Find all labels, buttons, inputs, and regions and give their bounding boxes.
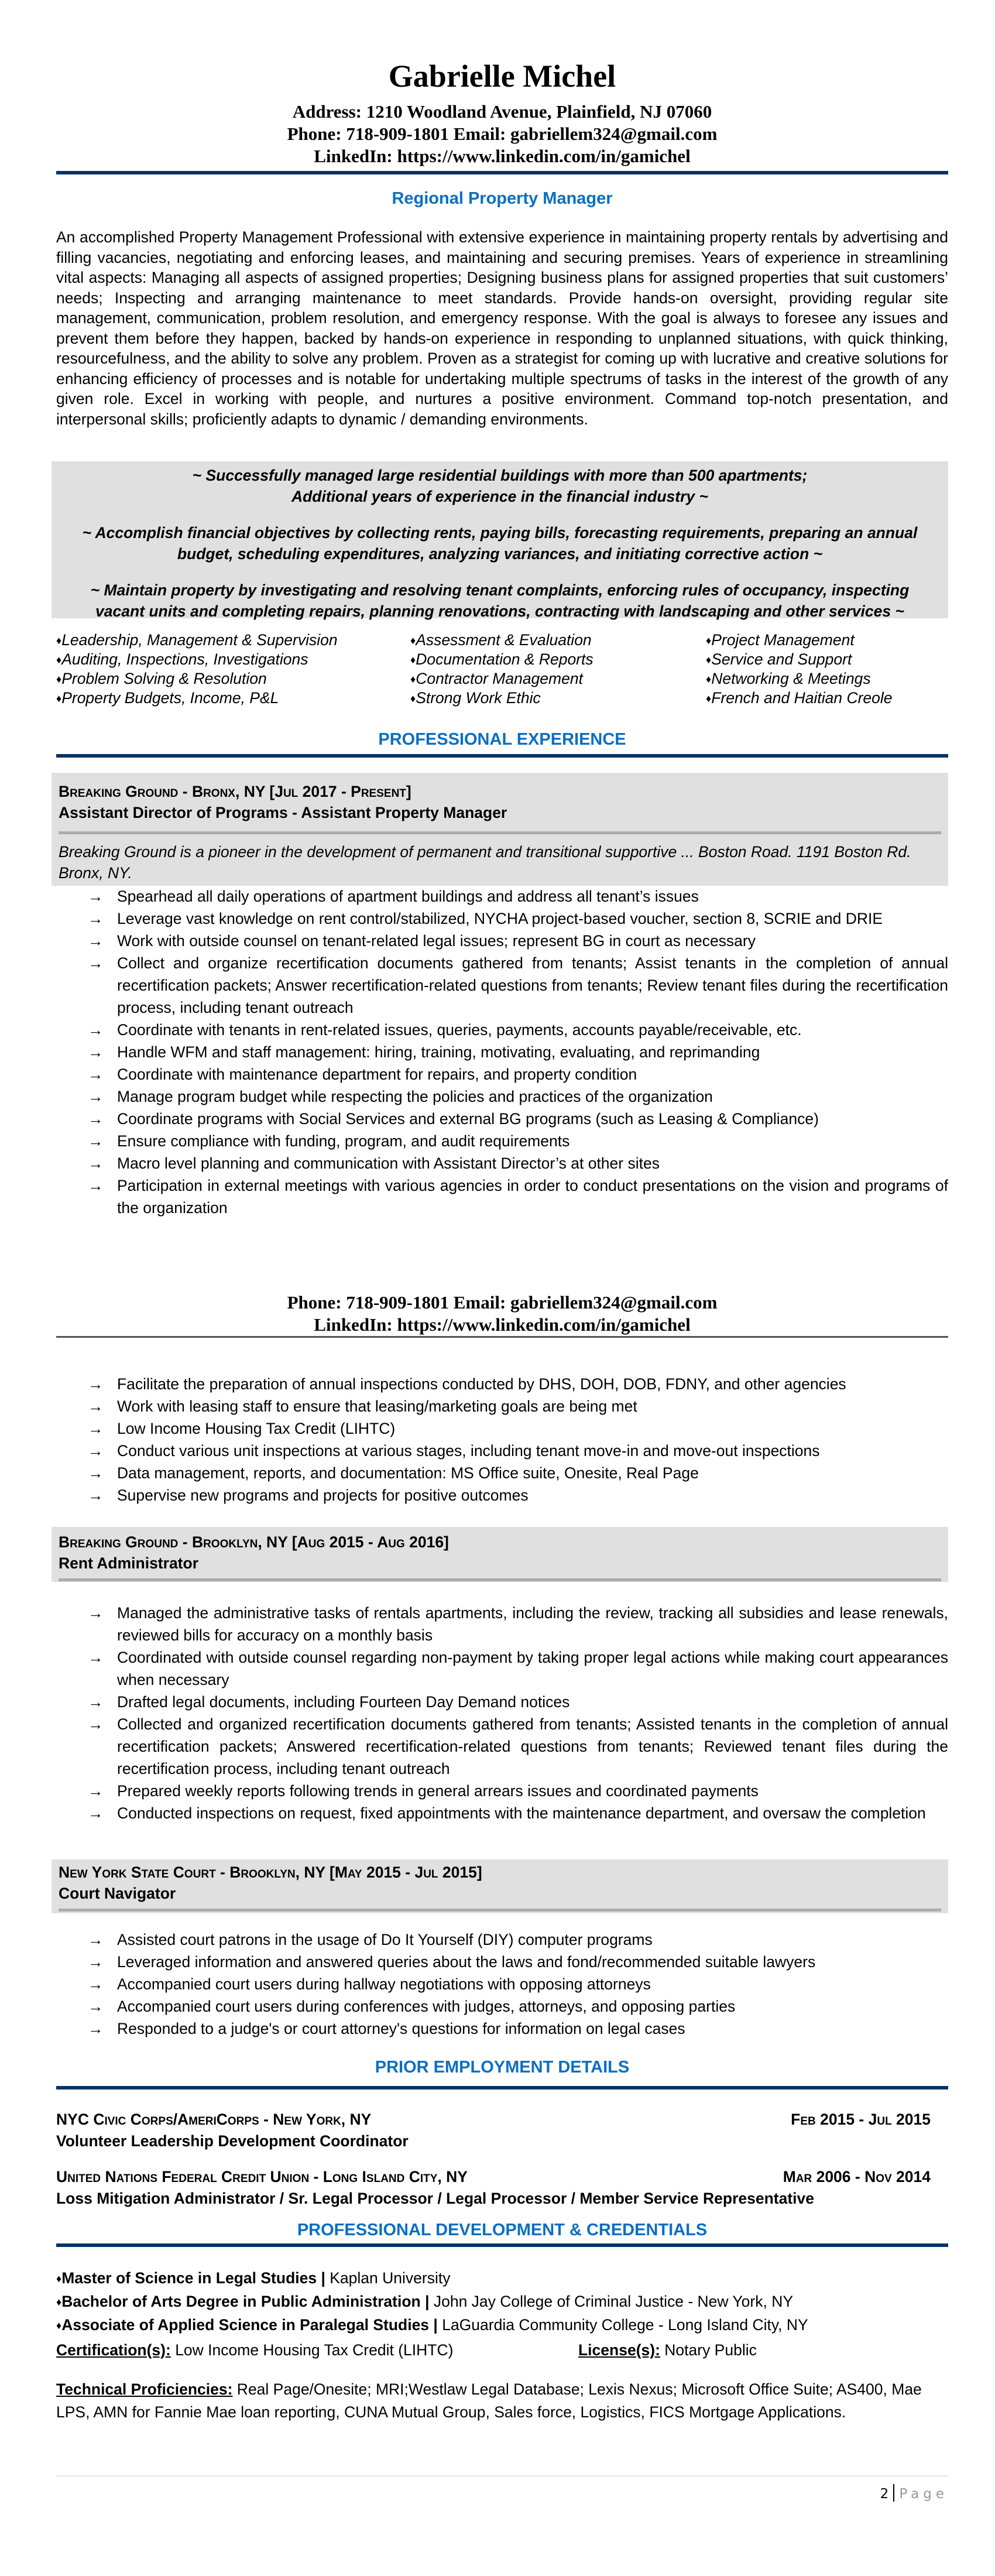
skill-item: ♦ Project Management [706,631,948,650]
job-bullets [88,1602,948,1824]
bullet-item: → Coordinate programs with Social Services and external BG programs (such as Leasing & Compliance) [88,1108,948,1130]
job-divider [59,1909,941,1912]
job-bullets-continued [88,1373,948,1506]
job-title: Assistant Director of Programs - Assistant Property Manager [59,804,507,821]
prior-job [56,2166,948,2210]
tech-value: Real Page/Onesite; MRI;Westlaw Legal Database; Lexis Nexus; Microsoft Office Suite; AS400, Mae LPS, AMN for Fannie Mae loan reporting, CUNA Mutual Group, Sales force, Logistics, FICS Mortgage Applications. [56,2380,922,2421]
cert-label: Certification(s): [56,2341,171,2359]
bullet-item: → Drafted legal documents, including Fourteen Day Demand notices [88,1691,948,1713]
skill-item: ♦ Documentation & Reports [410,650,706,669]
job-header-breaking-ground-bronx [52,773,948,886]
skill-item: ♦ French and Haitian Creole [706,688,948,708]
bullet-item: → Accompanied court users during conferences with judges, attorneys, and opposing parties [88,1995,948,2017]
job-bullets [88,1928,948,2040]
highlight-item: ~ Accomplish financial objectives by collecting rents, paying bills, forecasting requirements, preparing an annual budget, scheduling expenditures, analyzing variances, and initiating corrective action ~ [82,524,918,563]
target-title: Regional Property Manager [392,189,613,208]
bullet-item: → Coordinate with tenants in rent-related issues, queries, payments, accounts payable/receivable, etc. [88,1019,948,1041]
skill-item: ♦ Property Budgets, Income, P&L [56,688,410,708]
job-title: Court Navigator [59,1885,176,1902]
header-rule [56,171,948,174]
bullet-item: → Prepared weekly reports following trends in general arrears issues and coordinated payments [88,1780,948,1802]
bullet-item: → Manage program budget while respecting the policies and practices of the organization [88,1085,948,1108]
education-item: ♦ Master of Science in Legal Studies | Kaplan University [56,2267,948,2290]
bullet-item: → Data management, reports, and documentation: MS Office suite, Onesite, Real Page [88,1462,948,1484]
prior-company: NYC Civic Corps/AmeriCorps - New York, NY [56,2111,372,2128]
page2-phone-email: Phone: 718-909-1801 Email: gabriellem324@gmail.com [287,1292,718,1313]
education-item: ♦ Associate of Applied Science in Paralegal Studies | LaGuardia Community College - Long Island City, NY [56,2314,948,2337]
section-rule [56,754,948,758]
job-header-breaking-ground-brooklyn [52,1527,948,1582]
bullet-item: → Conduct various unit inspections at various stages, including tenant move-in and move-out inspections [88,1440,948,1462]
divider [893,2484,894,2502]
license-block [578,2339,757,2361]
bullet-item: → Leverage vast knowledge on rent control/stabilized, NYCHA project-based voucher, section 8, SCRIE and DRIE [88,907,948,930]
bullet-item: → Work with outside counsel on tenant-related legal issues; represent BG in court as necessary [88,930,948,952]
page2-header-rule [56,1336,948,1338]
prior-title: Loss Mitigation Administrator / Sr. Legal Processor / Legal Processor / Member Service Representative [56,2190,815,2207]
bullet-item: → Low Income Housing Tax Credit (LIHTC) [88,1417,948,1440]
job-divider [59,1578,941,1581]
bullet-item: → Managed the administrative tasks of rentals apartments, including the review, tracking all subsidies and lease renewals, reviewed bills for accuracy on a monthly basis [88,1602,948,1646]
section-heading-prior: PRIOR EMPLOYMENT DETAILS [375,2058,630,2077]
job-description: Breaking Ground is a pioneer in the development of permanent and transitional supportive ... Boston Road. 1191 Boston Rd. Bronx, NY. [59,843,911,882]
bullet-item: → Supervise new programs and projects for positive outcomes [88,1484,948,1506]
bullet-item: → Ensure compliance with funding, program, and audit requirements [88,1130,948,1152]
footer-rule [56,2475,948,2476]
prior-company: United Nations Federal Credit Union - Long Island City, NY [56,2168,468,2186]
job-bullets [88,885,948,1219]
section-rule [56,2243,948,2247]
skill-item: ♦ Auditing, Inspections, Investigations [56,650,410,669]
bullet-item: → Coordinated with outside counsel regarding non-payment by taking proper legal actions while making court appearances when necessary [88,1646,948,1691]
bullet-item: → Spearhead all daily operations of apartment buildings and address all tenant’s issues [88,885,948,907]
cert-value: Low Income Housing Tax Credit (LIHTC) [170,2341,454,2359]
summary-paragraph: An accomplished Property Management Professional with extensive experience in maintaining property rentals by advertising and filling vacancies, negotiating and enforcing leases, and maintaining and securing premises. Years of experience in streamlining vital aspects: Managing all aspects of assigned properties; Designing business plans for assigned properties that suit customers’ needs; Inspecting and arranging maintenance to meet standards. Provide hands-on oversight, providing regular site management, communication, problem resolution, and emergency response. With the goal is always to foresee any issues and prevent them before they happen, backed by hands-on experience in responding to unplanned situations, with quick thinking, resourcefulness, and the ability to solve any problem. Proven as a strategist for coming up with lucrative and creative solutions for enhancing efficiency of processes and is notable for undertaking multiple spectrums of tasks in the interest of the growth of any given role. Excel in working with people, and nurtures a positive environment. Command top-notch presentation, and interpersonal skills; proficiently adapts to dynamic / demanding environments. [56,228,948,428]
prior-dates: Feb 2015 - Jul 2015 [791,2111,931,2128]
prior-dates: Mar 2006 - Nov 2014 [783,2168,931,2186]
page-number: 2 Page [880,2484,948,2502]
license-label: License(s): [578,2341,660,2359]
highlights-box [52,461,948,618]
bullet-item: → Collected and organized recertification documents gathered from tenants; Assisted tenants in the completion of annual recertification packets; Answered recertification-related questions from tenants; Reviewed tenant files during the recertification process, including tenant outreach [88,1713,948,1780]
skills-grid [56,631,948,708]
bullet-item: → Conducted inspections on request, fixed appointments with the maintenance department, and oversaw the completion [88,1802,948,1824]
bullet-item: → Macro level planning and communication with Assistant Director’s at other sites [88,1152,948,1174]
bullet-item: → Accompanied court users during hallway negotiations with opposing attorneys [88,1973,948,1995]
prior-job [56,2109,948,2152]
skill-item: ♦ Problem Solving & Resolution [56,669,410,688]
phone-email: Phone: 718-909-1801 Email: gabriellem324@gmail.com [287,124,718,144]
candidate-name: Gabrielle Michel [388,59,616,94]
skill-item: ♦ Assessment & Evaluation [410,631,706,650]
tech-label: Technical Proficiencies: [56,2380,233,2398]
bullet-item: → Coordinate with maintenance department for repairs, and property condition [88,1063,948,1085]
highlight-item: ~ Successfully managed large residential buildings with more than 500 apartments; Additional years of experience in the financial industry ~ [192,467,808,505]
page2-linkedin: LinkedIn: https://www.linkedin.com/in/gamichel [314,1314,691,1335]
skill-item: ♦ Strong Work Ethic [410,688,706,708]
bullet-item: → Handle WFM and staff management: hiring, training, motivating, evaluating, and reprimanding [88,1041,948,1063]
certifications-row [56,2339,948,2361]
bullet-item: → Responded to a judge's or court attorney's questions for information on legal cases [88,2017,948,2040]
education-item: ♦ Bachelor of Arts Degree in Public Administration | John Jay College of Criminal Justice - New York, NY [56,2290,948,2314]
skill-item: ♦ Leadership, Management & Supervision [56,631,410,650]
skill-item: ♦ Networking & Meetings [706,669,948,688]
skill-item: ♦ Service and Support [706,650,948,669]
bullet-item: → Assisted court patrons in the usage of Do It Yourself (DIY) computer programs [88,1928,948,1951]
address: Address: 1210 Woodland Avenue, Plainfield, NJ 07060 [292,101,712,122]
technical-proficiencies [56,2378,948,2424]
job-company: New York State Court - Brooklyn, NY [May 2015 - Jul 2015] [59,1864,482,1881]
prior-title: Volunteer Leadership Development Coordinator [56,2132,409,2150]
bullet-item: → Facilitate the preparation of annual inspections conducted by DHS, DOH, DOB, FDNY, and other agencies [88,1373,948,1395]
section-rule [56,2086,948,2089]
linkedin: LinkedIn: https://www.linkedin.com/in/gamichel [314,146,691,166]
job-title: Rent Administrator [59,1554,199,1572]
job-header-ny-state-court [52,1859,948,1913]
bullet-item: → Participation in external meetings with various agencies in order to conduct presentations on the vision and programs of the organization [88,1174,948,1219]
license-value: Notary Public [660,2341,757,2359]
skill-item: ♦ Contractor Management [410,669,706,688]
job-company: Breaking Ground - Brooklyn, NY [Aug 2015 - Aug 2016] [59,1533,449,1551]
bullet-item: → Collect and organize recertification documents gathered from tenants; Assist tenants in the completion of annual recertification packets; Answer recertification-related questions from tenants; Review tenant files during the recertification process, including tenant outreach [88,952,948,1019]
bullet-item: → Leveraged information and answered queries about the laws and fond/recommended suitable lawyers [88,1951,948,1973]
job-company: Breaking Ground - Bronx, NY [Jul 2017 - Present] [59,783,411,800]
highlight-item: ~ Maintain property by investigating and resolving tenant complaints, enforcing rules of occupancy, inspecting vacant units and completing repairs, planning renovations, contracting with landscaping and other services ~ [90,581,910,620]
section-heading-credentials: PROFESSIONAL DEVELOPMENT & CREDENTIALS [297,2221,708,2239]
education-list [56,2267,948,2337]
section-heading-experience: PROFESSIONAL EXPERIENCE [378,730,626,749]
bullet-item: → Work with leasing staff to ensure that leasing/marketing goals are being met [88,1395,948,1417]
